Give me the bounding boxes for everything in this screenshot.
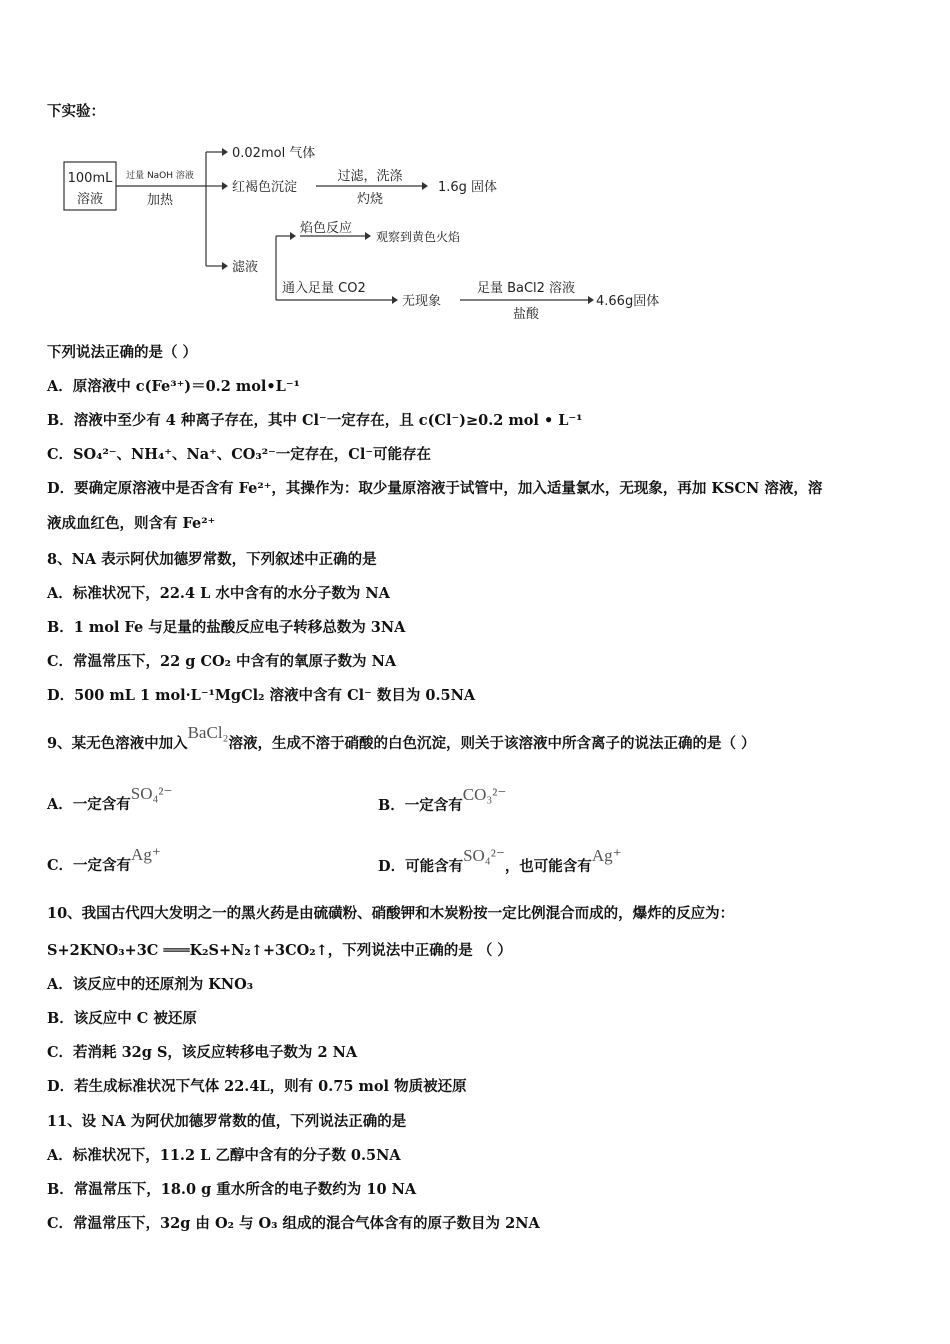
q8-option-b: B．1 mol Fe 与足量的盐酸反应电子转移总数为 3NA [47,619,406,636]
q9-option-b [378,785,507,815]
q9-stem [47,723,756,754]
q11-option-b: B．常温常压下，18.0 g 重水所含的电子数约为 10 NA [47,1181,417,1198]
gas-result: 0.02mol 气体 [232,146,316,161]
experiment-flowchart [60,140,700,330]
q9-option-d-formula-1: SO₄²⁻ [463,846,505,865]
heat-label: 加热 [146,193,174,208]
solid-1-6g: 1.6g 固体 [438,180,498,195]
q10-stem: 10、我国古代四大发明之一的黑火药是由硫磺粉、硝酸钾和木炭粉按一定比例混合而成的，爆炸的反应为： [47,905,735,922]
q7-option-b: B．溶液中至少有 4 种离子存在，其中 Cl⁻一定存在，且 c(Cl⁻)≥0.2 mol • L⁻¹ [47,412,583,429]
q11-option-a: A．标准状况下，11.2 L 乙醇中含有的分子数 0.5NA [47,1147,401,1164]
q11-stem: 11、设 NA 为阿伏加德罗常数的值，下列说法正确的是 [47,1113,407,1130]
q10-option-d: D．若生成标准状况下气体 22.4L，则有 0.75 mol 物质被还原 [47,1078,467,1095]
q8-option-c: C．常温常压下，22 g CO₂ 中含有的氧原子数为 NA [47,653,397,670]
q9-option-a-text: A．一定含有 [47,796,131,813]
q9-option-d-formula-2: Ag⁺ [591,846,622,865]
q8-option-d: D．500 mL 1 mol·L⁻¹MgCl₂ 溶液中含有 Cl⁻ 数目为 0.5NA [47,687,476,704]
yellow-flame-result: 观察到黄色火焰 [376,230,461,244]
q9-option-b-text: B．一定含有 [378,797,463,814]
q7-stem: 下列说法正确的是（ ） [47,344,198,361]
bacl2-formula: BaCl₂ [187,723,229,742]
q9-option-d-mid: ，也可能含有 [504,858,592,875]
q9-option-c [47,845,161,876]
start-box-volume: 100mL [67,171,113,186]
q10-option-b: B．该反应中 C 被还原 [47,1010,197,1027]
q9-option-c-formula: Ag⁺ [131,845,161,864]
q7-option-d-line2: 液成血红色，则含有 Fe²⁺ [47,515,216,532]
filtrate: 滤液 [232,260,259,275]
q8-stem: 8、NA 表示阿伏加德罗常数，下列叙述中正确的是 [47,551,377,568]
solid-4-66g: 4.66g固体 [596,294,660,309]
q7-option-d-line1: D．要确定原溶液中是否含有 Fe²⁺，其操作为：取少量原溶液于试管中，加入适量氯水，无现象，再加 KSCN 溶液，溶 [47,480,823,497]
q9-option-a [47,784,173,815]
q10-option-c: C．若消耗 32g S，该反应转移电子数为 2 NA [47,1044,358,1061]
q9-option-b-formula: CO₃²⁻ [462,785,507,804]
q9-option-c-text: C．一定含有 [47,857,132,874]
q7-option-a: A．原溶液中 c(Fe³⁺)＝0.2 mol•L⁻¹ [47,378,300,395]
flame-test-label: 焰色反应 [300,221,353,236]
ignite-label: 灼烧 [356,192,384,207]
q10-option-a: A．该反应中的还原剂为 KNO₃ [47,976,254,993]
co2-label: 通入足量 CO2 [282,281,366,296]
q9-option-a-formula: SO₄²⁻ [130,784,173,803]
naoh-label: 过量 NaOH 溶液 [126,171,194,181]
q9-stem-post: 溶液，生成不溶于硝酸的白色沉淀，则关于该溶液中所含离子的说法正确的是（ ） [228,735,756,752]
q11-option-c: C．常温常压下，32g 由 O₂ 与 O₃ 组成的混合气体含有的原子数目为 2NA [47,1215,540,1232]
no-phenomenon: 无现象 [402,294,442,309]
start-box-solution: 溶液 [76,192,104,207]
q9-stem-pre: 9、某无色溶液中加入 [47,735,188,752]
red-brown-precipitate: 红褐色沉淀 [232,180,298,195]
q8-option-a: A．标准状况下，22.4 L 水中含有的水分子数为 NA [47,585,390,602]
q9-option-d-text: D．可能含有 [378,858,464,875]
filter-wash-label: 过滤，洗涤 [337,169,403,184]
intro-text: 下实验： [47,103,105,120]
bacl2-label: 足量 BaCl2 溶液 [476,281,576,296]
q7-option-c: C．SO₄²⁻、NH₄⁺、Na⁺、CO₃²⁻一定存在，Cl⁻可能存在 [47,446,431,463]
q10-equation: S+2KNO₃+3C ═══K₂S+N₂↑+3CO₂↑，下列说法中正确的是 （ ） [47,942,512,959]
hcl-label: 盐酸 [512,307,540,322]
q9-option-d [378,846,622,876]
